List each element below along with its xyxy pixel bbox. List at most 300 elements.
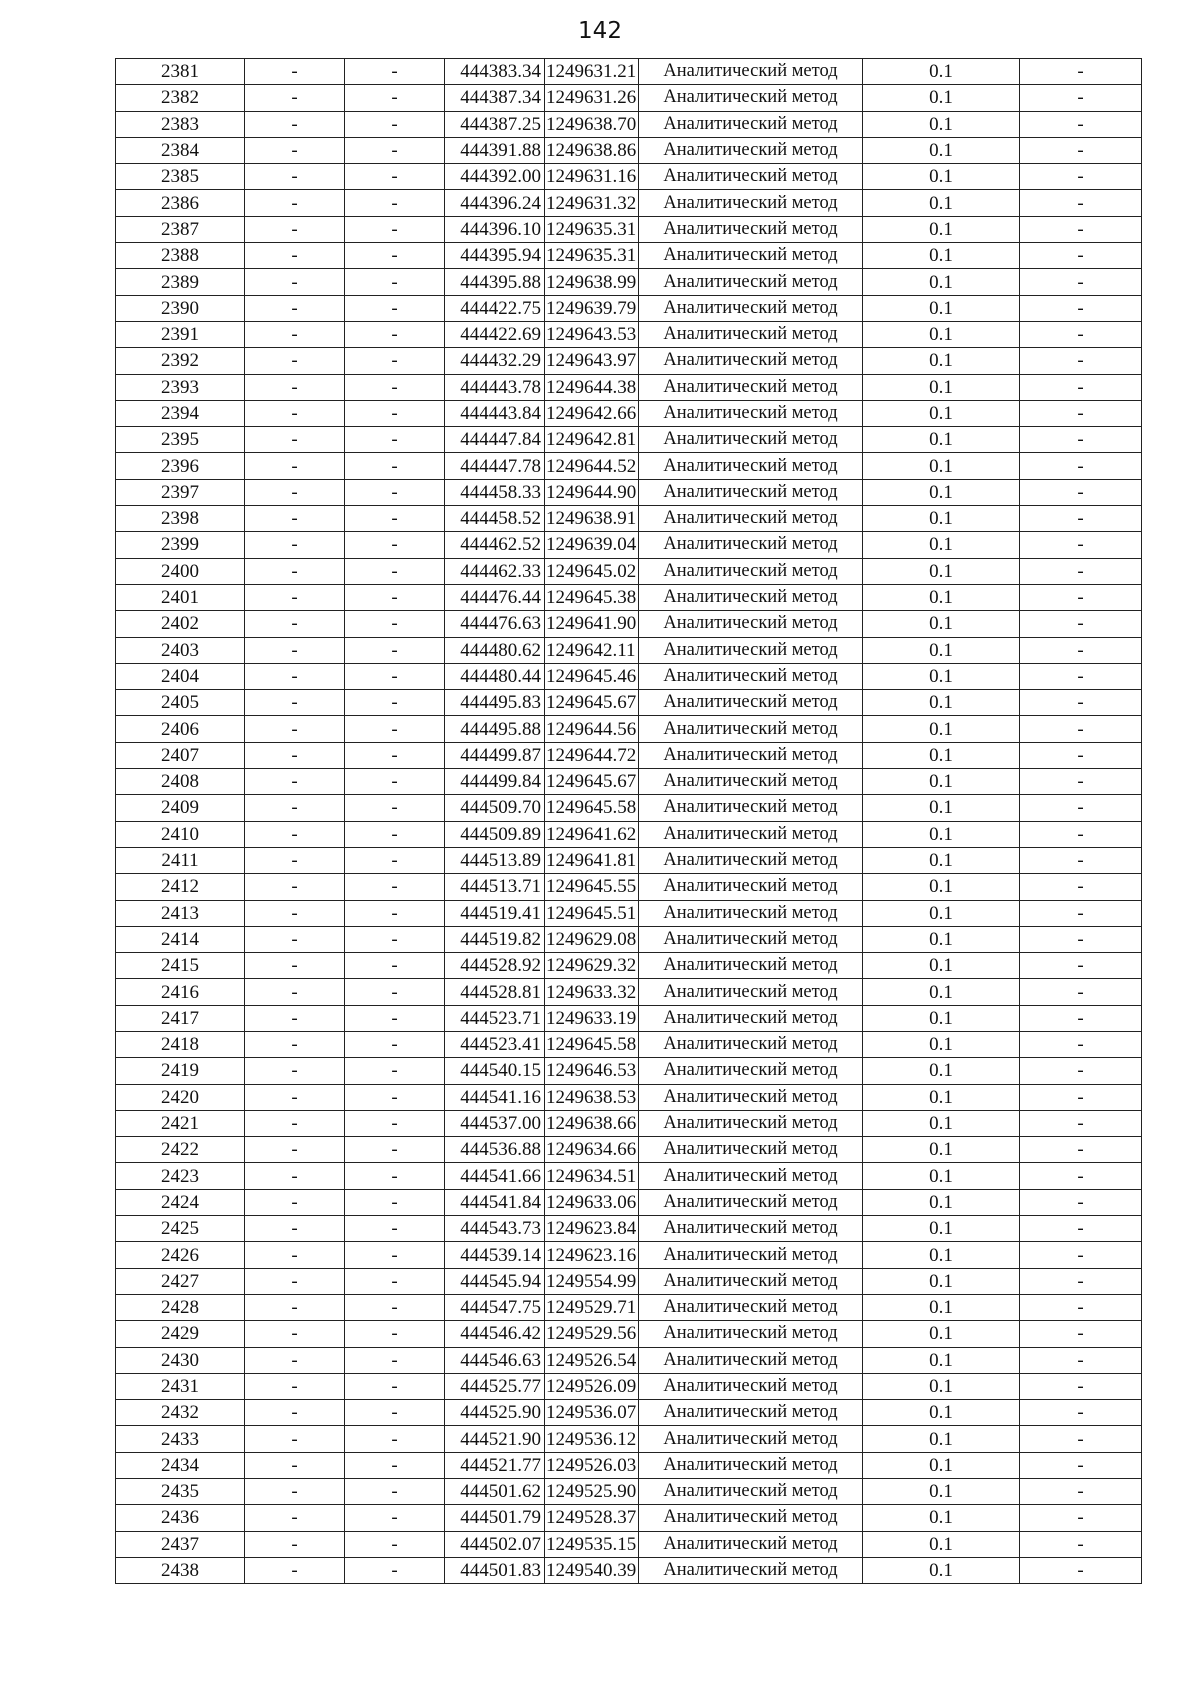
table-row <box>116 1110 1142 1136</box>
point-number-cell: 2419 <box>116 1058 245 1084</box>
table-row <box>116 1242 1142 1268</box>
empty-value-cell: - <box>245 637 345 663</box>
empty-value-cell: - <box>345 1347 445 1373</box>
table-row <box>116 716 1142 742</box>
table-row <box>116 1189 1142 1215</box>
y-coordinate-cell: 1249644.38 <box>545 374 639 400</box>
y-coordinate-cell: 1249645.51 <box>545 900 639 926</box>
table-row <box>116 1452 1142 1478</box>
point-number-cell: 2429 <box>116 1321 245 1347</box>
empty-value-cell: - <box>345 611 445 637</box>
empty-value-cell: - <box>345 769 445 795</box>
y-coordinate-cell: 1249629.08 <box>545 926 639 952</box>
y-coordinate-cell: 1249641.81 <box>545 847 639 873</box>
y-coordinate-cell: 1249536.07 <box>545 1400 639 1426</box>
point-number-cell: 2414 <box>116 926 245 952</box>
point-number-cell: 2393 <box>116 374 245 400</box>
accuracy-cell: 0.1 <box>863 1005 1020 1031</box>
x-coordinate-cell: 444476.44 <box>445 584 545 610</box>
table-row <box>116 479 1142 505</box>
empty-value-cell: - <box>245 1110 345 1136</box>
empty-value-cell: - <box>1020 1294 1142 1320</box>
y-coordinate-cell: 1249645.38 <box>545 584 639 610</box>
accuracy-cell: 0.1 <box>863 1452 1020 1478</box>
empty-value-cell: - <box>1020 1163 1142 1189</box>
empty-value-cell: - <box>1020 795 1142 821</box>
y-coordinate-cell: 1249623.84 <box>545 1216 639 1242</box>
y-coordinate-cell: 1249634.66 <box>545 1137 639 1163</box>
empty-value-cell: - <box>345 1137 445 1163</box>
empty-value-cell: - <box>1020 321 1142 347</box>
point-number-cell: 2434 <box>116 1452 245 1478</box>
y-coordinate-cell: 1249535.15 <box>545 1531 639 1557</box>
y-coordinate-cell: 1249645.02 <box>545 558 639 584</box>
empty-value-cell: - <box>345 295 445 321</box>
empty-value-cell: - <box>245 742 345 768</box>
table-row <box>116 137 1142 163</box>
empty-value-cell: - <box>1020 1347 1142 1373</box>
point-number-cell: 2391 <box>116 321 245 347</box>
accuracy-cell: 0.1 <box>863 1216 1020 1242</box>
table-row <box>116 769 1142 795</box>
accuracy-cell: 0.1 <box>863 663 1020 689</box>
empty-value-cell: - <box>345 1005 445 1031</box>
x-coordinate-cell: 444509.89 <box>445 821 545 847</box>
point-number-cell: 2404 <box>116 663 245 689</box>
accuracy-cell: 0.1 <box>863 769 1020 795</box>
method-cell: Аналитический метод <box>639 1321 863 1347</box>
empty-value-cell: - <box>345 111 445 137</box>
table-row <box>116 1005 1142 1031</box>
empty-value-cell: - <box>345 1031 445 1057</box>
x-coordinate-cell: 444539.14 <box>445 1242 545 1268</box>
accuracy-cell: 0.1 <box>863 716 1020 742</box>
x-coordinate-cell: 444528.92 <box>445 953 545 979</box>
accuracy-cell: 0.1 <box>863 926 1020 952</box>
x-coordinate-cell: 444541.16 <box>445 1084 545 1110</box>
point-number-cell: 2406 <box>116 716 245 742</box>
method-cell: Аналитический метод <box>639 1505 863 1531</box>
accuracy-cell: 0.1 <box>863 1557 1020 1583</box>
accuracy-cell: 0.1 <box>863 979 1020 1005</box>
empty-value-cell: - <box>1020 427 1142 453</box>
empty-value-cell: - <box>245 59 345 85</box>
method-cell: Аналитический метод <box>639 1242 863 1268</box>
table-row <box>116 427 1142 453</box>
table-row <box>116 374 1142 400</box>
empty-value-cell: - <box>245 558 345 584</box>
table-row <box>116 900 1142 926</box>
accuracy-cell: 0.1 <box>863 321 1020 347</box>
empty-value-cell: - <box>1020 1479 1142 1505</box>
method-cell: Аналитический метод <box>639 348 863 374</box>
table-row <box>116 1531 1142 1557</box>
accuracy-cell: 0.1 <box>863 1163 1020 1189</box>
point-number-cell: 2417 <box>116 1005 245 1031</box>
accuracy-cell: 0.1 <box>863 690 1020 716</box>
y-coordinate-cell: 1249631.21 <box>545 59 639 85</box>
table-row <box>116 874 1142 900</box>
x-coordinate-cell: 444422.69 <box>445 321 545 347</box>
y-coordinate-cell: 1249540.39 <box>545 1557 639 1583</box>
accuracy-cell: 0.1 <box>863 1321 1020 1347</box>
empty-value-cell: - <box>345 1321 445 1347</box>
x-coordinate-cell: 444391.88 <box>445 137 545 163</box>
table-row <box>116 1505 1142 1531</box>
point-number-cell: 2428 <box>116 1294 245 1320</box>
empty-value-cell: - <box>245 427 345 453</box>
x-coordinate-cell: 444543.73 <box>445 1216 545 1242</box>
method-cell: Аналитический метод <box>639 374 863 400</box>
empty-value-cell: - <box>1020 348 1142 374</box>
accuracy-cell: 0.1 <box>863 1347 1020 1373</box>
empty-value-cell: - <box>1020 1058 1142 1084</box>
coordinates-table <box>115 58 1142 1584</box>
empty-value-cell: - <box>345 216 445 242</box>
empty-value-cell: - <box>345 269 445 295</box>
accuracy-cell: 0.1 <box>863 1531 1020 1557</box>
empty-value-cell: - <box>1020 374 1142 400</box>
table-row <box>116 269 1142 295</box>
empty-value-cell: - <box>1020 1531 1142 1557</box>
method-cell: Аналитический метод <box>639 400 863 426</box>
empty-value-cell: - <box>245 321 345 347</box>
table-row <box>116 506 1142 532</box>
empty-value-cell: - <box>345 85 445 111</box>
point-number-cell: 2389 <box>116 269 245 295</box>
empty-value-cell: - <box>1020 1400 1142 1426</box>
point-number-cell: 2386 <box>116 190 245 216</box>
table-row <box>116 1400 1142 1426</box>
table-row <box>116 795 1142 821</box>
method-cell: Аналитический метод <box>639 1347 863 1373</box>
y-coordinate-cell: 1249525.90 <box>545 1479 639 1505</box>
method-cell: Аналитический метод <box>639 611 863 637</box>
empty-value-cell: - <box>1020 1505 1142 1531</box>
table-row <box>116 690 1142 716</box>
method-cell: Аналитический метод <box>639 1084 863 1110</box>
x-coordinate-cell: 444387.34 <box>445 85 545 111</box>
empty-value-cell: - <box>245 190 345 216</box>
point-number-cell: 2408 <box>116 769 245 795</box>
empty-value-cell: - <box>245 1479 345 1505</box>
empty-value-cell: - <box>1020 295 1142 321</box>
empty-value-cell: - <box>245 295 345 321</box>
y-coordinate-cell: 1249645.58 <box>545 1031 639 1057</box>
empty-value-cell: - <box>345 1216 445 1242</box>
method-cell: Аналитический метод <box>639 111 863 137</box>
x-coordinate-cell: 444546.63 <box>445 1347 545 1373</box>
x-coordinate-cell: 444545.94 <box>445 1268 545 1294</box>
table-row <box>116 847 1142 873</box>
empty-value-cell: - <box>245 1242 345 1268</box>
method-cell: Аналитический метод <box>639 1400 863 1426</box>
point-number-cell: 2424 <box>116 1189 245 1215</box>
empty-value-cell: - <box>1020 742 1142 768</box>
empty-value-cell: - <box>345 374 445 400</box>
point-number-cell: 2409 <box>116 795 245 821</box>
method-cell: Аналитический метод <box>639 584 863 610</box>
point-number-cell: 2382 <box>116 85 245 111</box>
accuracy-cell: 0.1 <box>863 269 1020 295</box>
accuracy-cell: 0.1 <box>863 1031 1020 1057</box>
table-row <box>116 584 1142 610</box>
empty-value-cell: - <box>1020 611 1142 637</box>
x-coordinate-cell: 444541.66 <box>445 1163 545 1189</box>
method-cell: Аналитический метод <box>639 427 863 453</box>
empty-value-cell: - <box>245 1084 345 1110</box>
x-coordinate-cell: 444443.78 <box>445 374 545 400</box>
empty-value-cell: - <box>345 637 445 663</box>
empty-value-cell: - <box>345 190 445 216</box>
method-cell: Аналитический метод <box>639 795 863 821</box>
empty-value-cell: - <box>245 1452 345 1478</box>
accuracy-cell: 0.1 <box>863 953 1020 979</box>
empty-value-cell: - <box>245 979 345 1005</box>
point-number-cell: 2399 <box>116 532 245 558</box>
accuracy-cell: 0.1 <box>863 584 1020 610</box>
table-row <box>116 558 1142 584</box>
accuracy-cell: 0.1 <box>863 742 1020 768</box>
x-coordinate-cell: 444432.29 <box>445 348 545 374</box>
method-cell: Аналитический метод <box>639 1268 863 1294</box>
accuracy-cell: 0.1 <box>863 847 1020 873</box>
method-cell: Аналитический метод <box>639 926 863 952</box>
x-coordinate-cell: 444547.75 <box>445 1294 545 1320</box>
empty-value-cell: - <box>345 1400 445 1426</box>
table-row <box>116 1557 1142 1583</box>
empty-value-cell: - <box>1020 1373 1142 1399</box>
x-coordinate-cell: 444540.15 <box>445 1058 545 1084</box>
y-coordinate-cell: 1249646.53 <box>545 1058 639 1084</box>
method-cell: Аналитический метод <box>639 1294 863 1320</box>
y-coordinate-cell: 1249638.99 <box>545 269 639 295</box>
empty-value-cell: - <box>345 1189 445 1215</box>
x-coordinate-cell: 444395.94 <box>445 243 545 269</box>
x-coordinate-cell: 444458.52 <box>445 506 545 532</box>
table-row <box>116 164 1142 190</box>
y-coordinate-cell: 1249644.52 <box>545 453 639 479</box>
empty-value-cell: - <box>345 953 445 979</box>
empty-value-cell: - <box>345 663 445 689</box>
empty-value-cell: - <box>1020 874 1142 900</box>
y-coordinate-cell: 1249529.71 <box>545 1294 639 1320</box>
point-number-cell: 2422 <box>116 1137 245 1163</box>
x-coordinate-cell: 444523.71 <box>445 1005 545 1031</box>
accuracy-cell: 0.1 <box>863 1505 1020 1531</box>
method-cell: Аналитический метод <box>639 1479 863 1505</box>
table-row <box>116 1268 1142 1294</box>
empty-value-cell: - <box>245 269 345 295</box>
table-row <box>116 1479 1142 1505</box>
table-row <box>116 216 1142 242</box>
empty-value-cell: - <box>1020 1216 1142 1242</box>
point-number-cell: 2383 <box>116 111 245 137</box>
point-number-cell: 2397 <box>116 479 245 505</box>
point-number-cell: 2436 <box>116 1505 245 1531</box>
y-coordinate-cell: 1249633.19 <box>545 1005 639 1031</box>
empty-value-cell: - <box>345 874 445 900</box>
empty-value-cell: - <box>1020 164 1142 190</box>
empty-value-cell: - <box>1020 926 1142 952</box>
y-coordinate-cell: 1249638.91 <box>545 506 639 532</box>
accuracy-cell: 0.1 <box>863 427 1020 453</box>
point-number-cell: 2398 <box>116 506 245 532</box>
table-row <box>116 453 1142 479</box>
empty-value-cell: - <box>245 690 345 716</box>
method-cell: Аналитический метод <box>639 1163 863 1189</box>
y-coordinate-cell: 1249635.31 <box>545 243 639 269</box>
empty-value-cell: - <box>1020 400 1142 426</box>
accuracy-cell: 0.1 <box>863 1058 1020 1084</box>
table-row <box>116 1031 1142 1057</box>
y-coordinate-cell: 1249643.53 <box>545 321 639 347</box>
x-coordinate-cell: 444396.10 <box>445 216 545 242</box>
x-coordinate-cell: 444495.83 <box>445 690 545 716</box>
x-coordinate-cell: 444462.33 <box>445 558 545 584</box>
method-cell: Аналитический метод <box>639 269 863 295</box>
point-number-cell: 2413 <box>116 900 245 926</box>
empty-value-cell: - <box>1020 637 1142 663</box>
y-coordinate-cell: 1249638.86 <box>545 137 639 163</box>
empty-value-cell: - <box>245 453 345 479</box>
point-number-cell: 2401 <box>116 584 245 610</box>
empty-value-cell: - <box>345 532 445 558</box>
y-coordinate-cell: 1249641.90 <box>545 611 639 637</box>
y-coordinate-cell: 1249623.16 <box>545 1242 639 1268</box>
y-coordinate-cell: 1249526.03 <box>545 1452 639 1478</box>
y-coordinate-cell: 1249638.70 <box>545 111 639 137</box>
empty-value-cell: - <box>345 979 445 1005</box>
x-coordinate-cell: 444523.41 <box>445 1031 545 1057</box>
empty-value-cell: - <box>345 1557 445 1583</box>
accuracy-cell: 0.1 <box>863 1084 1020 1110</box>
method-cell: Аналитический метод <box>639 190 863 216</box>
method-cell: Аналитический метод <box>639 690 863 716</box>
x-coordinate-cell: 444480.44 <box>445 663 545 689</box>
y-coordinate-cell: 1249644.56 <box>545 716 639 742</box>
x-coordinate-cell: 444501.79 <box>445 1505 545 1531</box>
x-coordinate-cell: 444513.71 <box>445 874 545 900</box>
point-number-cell: 2388 <box>116 243 245 269</box>
point-number-cell: 2437 <box>116 1531 245 1557</box>
x-coordinate-cell: 444528.81 <box>445 979 545 1005</box>
empty-value-cell: - <box>1020 1005 1142 1031</box>
empty-value-cell: - <box>345 690 445 716</box>
point-number-cell: 2423 <box>116 1163 245 1189</box>
point-number-cell: 2385 <box>116 164 245 190</box>
y-coordinate-cell: 1249633.32 <box>545 979 639 1005</box>
empty-value-cell: - <box>245 584 345 610</box>
empty-value-cell: - <box>245 243 345 269</box>
accuracy-cell: 0.1 <box>863 85 1020 111</box>
x-coordinate-cell: 444447.84 <box>445 427 545 453</box>
accuracy-cell: 0.1 <box>863 1373 1020 1399</box>
x-coordinate-cell: 444525.90 <box>445 1400 545 1426</box>
method-cell: Аналитический метод <box>639 85 863 111</box>
table-row <box>116 953 1142 979</box>
empty-value-cell: - <box>245 663 345 689</box>
accuracy-cell: 0.1 <box>863 611 1020 637</box>
x-coordinate-cell: 444501.83 <box>445 1557 545 1583</box>
y-coordinate-cell: 1249526.54 <box>545 1347 639 1373</box>
table-row <box>116 321 1142 347</box>
empty-value-cell: - <box>345 1426 445 1452</box>
y-coordinate-cell: 1249638.53 <box>545 1084 639 1110</box>
empty-value-cell: - <box>345 1058 445 1084</box>
method-cell: Аналитический метод <box>639 1189 863 1215</box>
empty-value-cell: - <box>345 584 445 610</box>
empty-value-cell: - <box>245 1163 345 1189</box>
x-coordinate-cell: 444443.84 <box>445 400 545 426</box>
empty-value-cell: - <box>345 1531 445 1557</box>
y-coordinate-cell: 1249631.32 <box>545 190 639 216</box>
point-number-cell: 2418 <box>116 1031 245 1057</box>
method-cell: Аналитический метод <box>639 216 863 242</box>
y-coordinate-cell: 1249642.81 <box>545 427 639 453</box>
table-row <box>116 190 1142 216</box>
y-coordinate-cell: 1249634.51 <box>545 1163 639 1189</box>
x-coordinate-cell: 444521.90 <box>445 1426 545 1452</box>
method-cell: Аналитический метод <box>639 953 863 979</box>
accuracy-cell: 0.1 <box>863 1242 1020 1268</box>
empty-value-cell: - <box>345 243 445 269</box>
table-row <box>116 59 1142 85</box>
method-cell: Аналитический метод <box>639 742 863 768</box>
x-coordinate-cell: 444541.84 <box>445 1189 545 1215</box>
table-row <box>116 1216 1142 1242</box>
empty-value-cell: - <box>245 1216 345 1242</box>
method-cell: Аналитический метод <box>639 137 863 163</box>
point-number-cell: 2432 <box>116 1400 245 1426</box>
x-coordinate-cell: 444519.82 <box>445 926 545 952</box>
accuracy-cell: 0.1 <box>863 637 1020 663</box>
empty-value-cell: - <box>245 111 345 137</box>
y-coordinate-cell: 1249642.66 <box>545 400 639 426</box>
point-number-cell: 2407 <box>116 742 245 768</box>
accuracy-cell: 0.1 <box>863 348 1020 374</box>
point-number-cell: 2421 <box>116 1110 245 1136</box>
empty-value-cell: - <box>345 479 445 505</box>
method-cell: Аналитический метод <box>639 900 863 926</box>
page-number: 142 <box>578 18 622 44</box>
empty-value-cell: - <box>345 795 445 821</box>
empty-value-cell: - <box>245 953 345 979</box>
table-row <box>116 85 1142 111</box>
method-cell: Аналитический метод <box>639 453 863 479</box>
empty-value-cell: - <box>1020 769 1142 795</box>
point-number-cell: 2403 <box>116 637 245 663</box>
empty-value-cell: - <box>1020 1452 1142 1478</box>
table-row <box>116 1163 1142 1189</box>
method-cell: Аналитический метод <box>639 1110 863 1136</box>
table-row <box>116 979 1142 1005</box>
point-number-cell: 2435 <box>116 1479 245 1505</box>
point-number-cell: 2381 <box>116 59 245 85</box>
empty-value-cell: - <box>1020 1242 1142 1268</box>
y-coordinate-cell: 1249645.55 <box>545 874 639 900</box>
empty-value-cell: - <box>245 847 345 873</box>
empty-value-cell: - <box>345 137 445 163</box>
y-coordinate-cell: 1249638.66 <box>545 1110 639 1136</box>
method-cell: Аналитический метод <box>639 1137 863 1163</box>
empty-value-cell: - <box>245 1058 345 1084</box>
x-coordinate-cell: 444383.34 <box>445 59 545 85</box>
method-cell: Аналитический метод <box>639 243 863 269</box>
table-row <box>116 400 1142 426</box>
empty-value-cell: - <box>345 1294 445 1320</box>
empty-value-cell: - <box>1020 479 1142 505</box>
